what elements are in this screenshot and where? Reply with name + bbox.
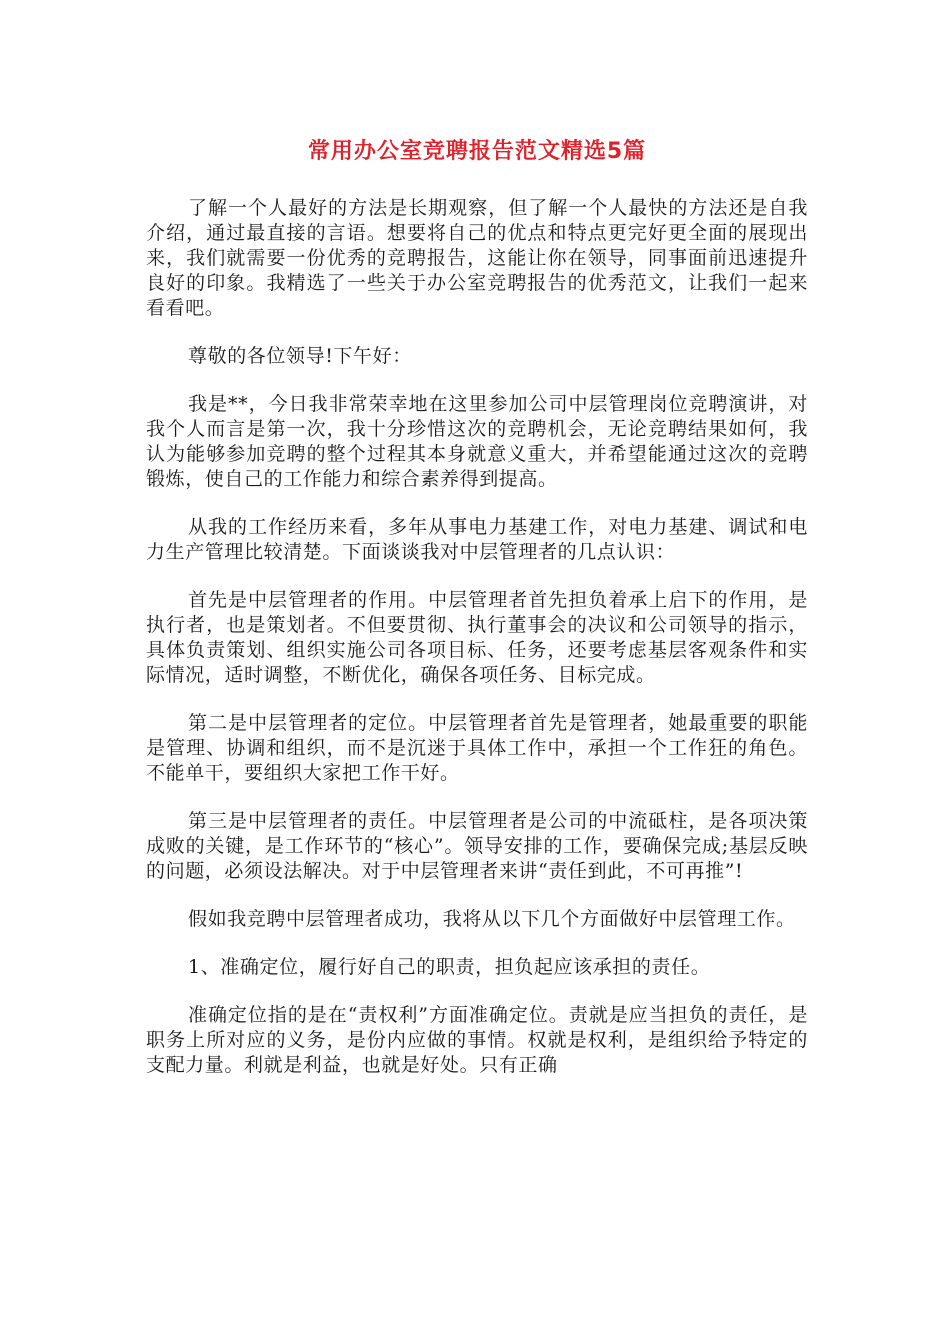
paragraph-positioning: 准确定位指的是在“责权利”方面准确定位。责就是应当担负的责任，是职务上所对应的义务，是份内应做的事情。权就是权利，是组织给予特定的支配力量。利就是利益，也就是好处。只有正确	[146, 1004, 808, 1076]
paragraph-point-1: 1、准确定位，履行好自己的职责，担负起应该承担的责任。	[188, 956, 711, 978]
document-title: 常用办公室竞聘报告范文精选5篇	[307, 139, 647, 164]
paragraph-responsibility: 第三是中层管理者的责任。中层管理者是公司的中流砥柱，是各项决策成败的关键，是工作环节的“核心”。领导安排的工作，要确保完成;基层反映的问题，必须设法解决。对于中层管理者来讲“责任到此，不可再推”!	[146, 810, 808, 882]
document-page	[146, 136, 808, 1101]
paragraph-self-intro: 我是**，今日我非常荣幸地在这里参加公司中层管理岗位竞聘演讲，对我个人而言是第一次，我十分珍惜这次的竞聘机会，无论竞聘结果如何，我认为能够参加竞聘的整个过程其本身就意义重大，并希望能通过这次的竞聘锻炼，使自己的工作能力和综合素养得到提高。	[146, 393, 808, 490]
paragraph-position: 第二是中层管理者的定位。中层管理者首先是管理者，她最重要的职能是管理、协调和组织，而不是沉迷于具体工作中，承担一个工作狂的角色。不能单干，要组织大家把工作干好。	[146, 712, 808, 784]
paragraph-plan: 假如我竞聘中层管理者成功，我将从以下几个方面做好中层管理工作。	[188, 908, 796, 930]
paragraph-experience: 从我的工作经历来看，多年从事电力基建工作，对电力基建、调试和电力生产管理比较清楚。下面谈谈我对中层管理者的几点认识：	[146, 516, 808, 563]
paragraph-greeting: 尊敬的各位领导!下午好：	[188, 345, 412, 367]
paragraph-role: 首先是中层管理者的作用。中层管理者首先担负着承上启下的作用，是执行者，也是策划者。不但要贯彻、执行董事会的决议和公司领导的指示，具体负责策划、组织实施公司各项目标、任务，还要考虑基层客观条件和实际情况，适时调整，不断优化，确保各项任务、目标完成。	[146, 589, 808, 686]
paragraph-intro: 了解一个人最好的方法是长期观察，但了解一个人最快的方法还是自我介绍，通过最直接的言语。想要将自己的优点和特点更完好更全面的展现出来，我们就需要一份优秀的竞聘报告，这能让你在领导，同事面前迅速提升良好的印象。我精选了一些关于办公室竞聘报告的优秀范文，让我们一起来看看吧。	[146, 197, 808, 319]
